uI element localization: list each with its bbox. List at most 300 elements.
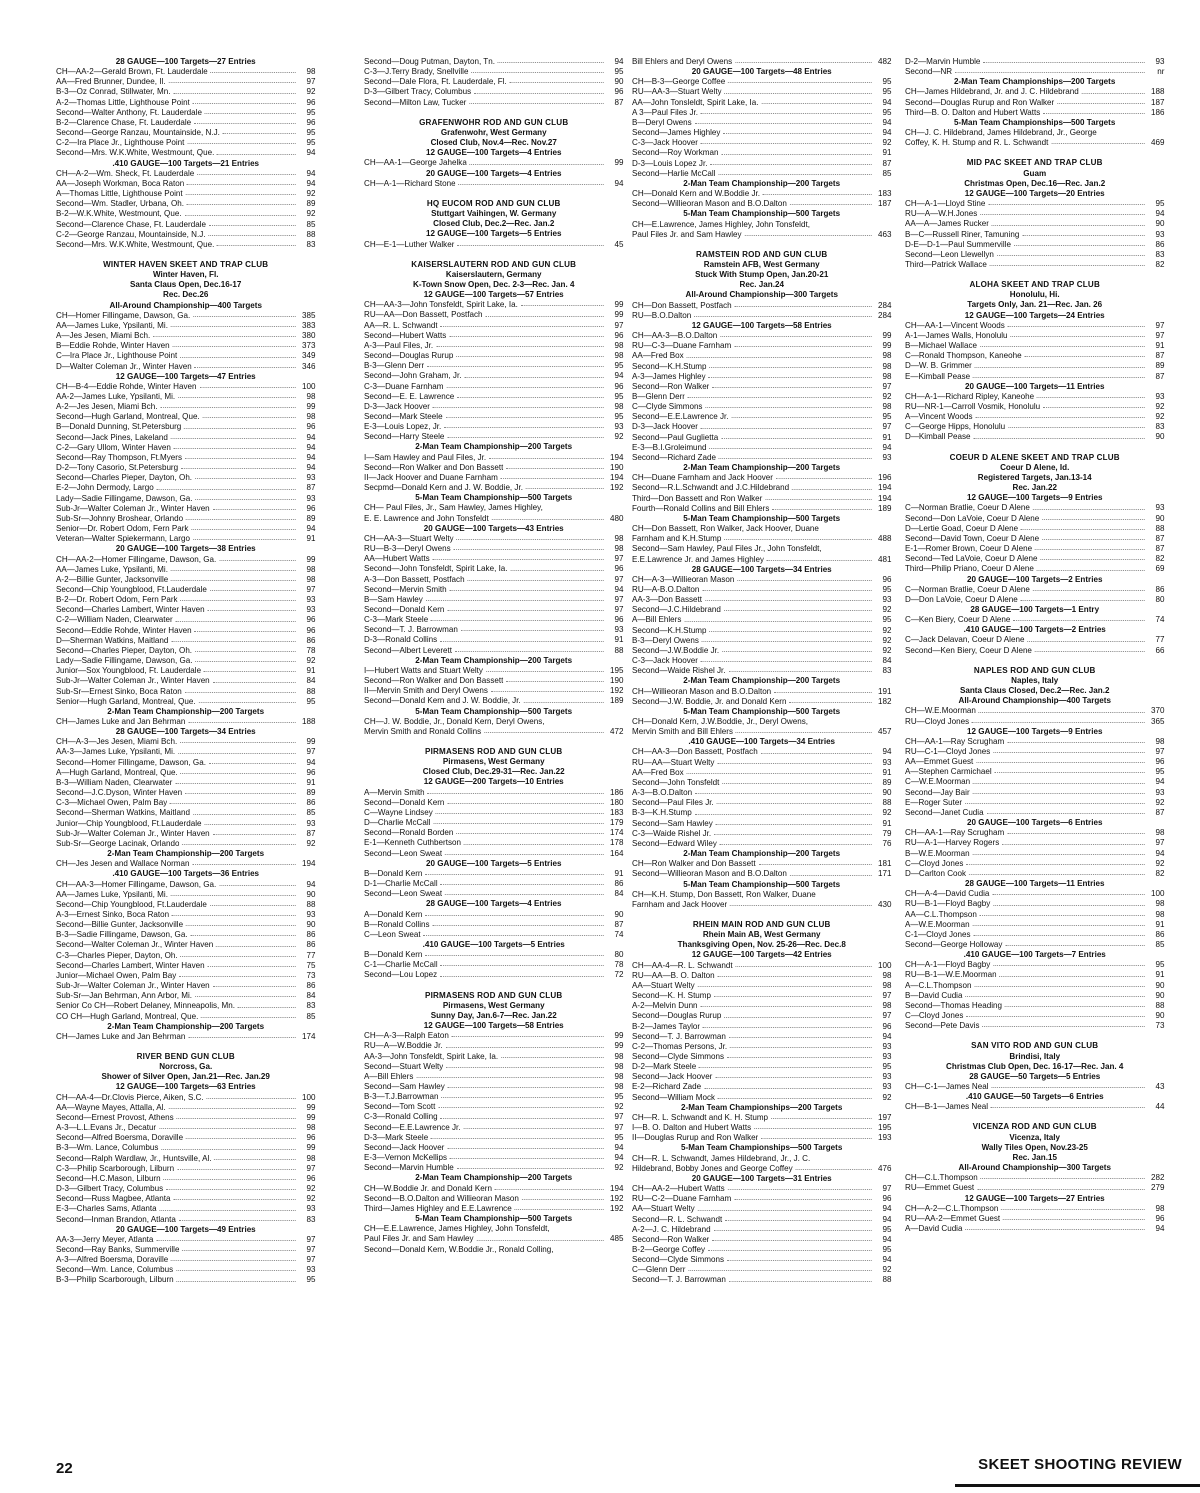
shooter-entry: D—Walter Coleman Jr., Winter Haven <box>56 360 192 371</box>
score: 82 <box>1155 867 1165 878</box>
dot-leader <box>1035 645 1145 652</box>
score: 194 <box>609 471 624 482</box>
result-line <box>905 350 1164 360</box>
score: 98 <box>614 532 624 543</box>
dot-leader <box>980 340 1145 347</box>
result-line <box>632 86 891 96</box>
shooter-entry: Mervin Smith and Bill Ehlers <box>632 726 734 737</box>
shooter-entry: C—Leon Sweat <box>364 928 421 939</box>
result-line <box>632 980 891 990</box>
result-line <box>905 523 1164 533</box>
result-line <box>632 1010 891 1020</box>
shooter-entry: Second—Ron Walker <box>632 380 710 391</box>
shooter-entry: C-3—Ronald Colling <box>364 1111 438 1122</box>
shooter-entry: B-2—James Taylor <box>632 1020 701 1031</box>
dot-leader <box>1014 239 1145 246</box>
club-heading: PIRMASENS ROD AND GUN CLUB <box>424 989 563 1000</box>
score: 380 <box>301 330 316 341</box>
dot-leader <box>195 990 296 997</box>
dot-leader <box>1021 594 1145 601</box>
score: 91 <box>882 817 892 828</box>
shooter-entry: A—Bill Ehlers <box>364 1070 414 1081</box>
score: 92 <box>882 604 892 615</box>
score: 94 <box>882 1203 892 1214</box>
result-line <box>905 86 1164 96</box>
result-line <box>56 117 315 127</box>
club-heading: KAISERSLAUTERN ROD AND GUN CLUB <box>411 258 577 269</box>
shooter-entry: AA—Stuart Welty <box>632 979 695 990</box>
result-line <box>56 1264 315 1274</box>
event-heading: .410 GAUGE—100 Targets—7 Entries <box>963 949 1106 960</box>
score: 100 <box>301 1091 316 1102</box>
shooter-entry: CH—AA-4—Dr.Clovis Pierce, Aiken, S.C. <box>56 1091 204 1102</box>
score: 282 <box>1150 1172 1165 1183</box>
dot-leader <box>771 1112 872 1119</box>
dot-leader <box>695 807 872 814</box>
result-line <box>364 513 623 523</box>
dot-leader <box>1013 614 1145 621</box>
dot-leader <box>456 350 604 357</box>
score: 85 <box>882 167 892 178</box>
dot-leader <box>1035 543 1145 550</box>
event-heading: 28 GAUGE—100 Targets—34 Entries <box>691 563 832 574</box>
dot-leader <box>440 1111 603 1118</box>
result-line <box>364 1152 623 1162</box>
result-line <box>56 614 315 624</box>
score: 88 <box>306 898 316 909</box>
event-heading: 12 GAUGE—100 Targets—63 Entries <box>115 1081 256 1092</box>
dot-leader <box>458 178 603 185</box>
score: 94 <box>882 1233 892 1244</box>
shooter-entry: Second—Russ Magbee, Atlanta <box>56 1193 171 1204</box>
score: 488 <box>877 533 892 544</box>
score: 89 <box>306 512 316 523</box>
score: 95 <box>614 411 624 421</box>
score: 98 <box>306 411 316 422</box>
shooter-entry: AA—Fred Box <box>632 350 684 361</box>
result-line <box>56 97 315 107</box>
shooter-entry: A-3—Paul Files, Jr. <box>364 339 434 350</box>
score: 97 <box>882 1183 892 1194</box>
shooter-entry: Second—Leon Llewellyn <box>905 248 994 259</box>
score: 192 <box>609 1202 624 1213</box>
result-line <box>364 1162 623 1172</box>
shooter-entry: CH—A-2—C.L.Thompson <box>905 1202 999 1213</box>
result-line <box>632 1264 891 1274</box>
result-line <box>364 716 623 726</box>
result-line <box>56 1092 315 1102</box>
result-line <box>56 127 315 137</box>
result-line <box>56 889 315 899</box>
event-heading: Winter Haven, Fl. <box>152 269 219 280</box>
dot-leader <box>1002 837 1145 844</box>
result-line <box>364 299 623 309</box>
event-heading: All-Around Championship—400 Targets <box>958 695 1111 706</box>
result-line <box>364 66 623 76</box>
score: 97 <box>614 553 624 564</box>
dot-leader <box>463 1122 603 1129</box>
result-line <box>632 1092 891 1102</box>
shooter-entry: AA—Fred Box <box>632 766 684 777</box>
result-line <box>56 716 315 726</box>
shooter-entry: D—Sherman Watkins, Maitland <box>56 634 169 645</box>
score: 83 <box>882 665 892 676</box>
score: 96 <box>882 1193 892 1204</box>
result-line <box>632 452 891 462</box>
dot-leader <box>193 807 296 814</box>
dot-leader <box>207 960 295 967</box>
shooter-entry: Second—NR <box>905 66 953 77</box>
score: 92 <box>614 1101 624 1112</box>
shooter-entry: Second—Leon Sweat <box>364 888 443 899</box>
event-heading: 12 GAUGE—100 Targets—9 Entries <box>966 725 1103 736</box>
result-line <box>56 1193 315 1203</box>
shooter-entry: Second—Mervin Smith <box>364 583 447 594</box>
score: 90 <box>882 787 892 798</box>
score: 93 <box>882 451 892 462</box>
event-heading: Brindisi, Italy <box>1009 1050 1061 1061</box>
score: 88 <box>882 1274 892 1285</box>
result-line <box>632 604 891 614</box>
score: 88 <box>614 644 624 655</box>
dot-leader <box>223 127 296 134</box>
dot-leader <box>219 554 296 561</box>
score: 87 <box>1155 350 1165 361</box>
result-line <box>364 391 623 401</box>
shooter-entry: C—Glenn Derr <box>632 1264 686 1275</box>
result-line <box>364 695 623 705</box>
result-line <box>56 1031 315 1041</box>
dot-leader <box>171 320 296 327</box>
result-line <box>56 472 315 482</box>
result-line <box>364 614 623 624</box>
score: 96 <box>306 614 316 625</box>
event-heading: Vicenza, Italy <box>1009 1131 1061 1142</box>
dot-leader <box>790 868 872 875</box>
dot-leader <box>457 1162 604 1169</box>
result-line <box>56 188 315 198</box>
dot-leader <box>701 421 872 428</box>
results-column-1 <box>56 56 315 1285</box>
event-heading: Pirmasens, West Germany <box>442 756 545 767</box>
shooter-entry: Second—Douglas Rurup <box>632 1010 722 1021</box>
score: 97 <box>306 1162 316 1173</box>
result-line <box>364 97 623 107</box>
event-heading: 5-Man Team Championship—500 Targets <box>415 1213 573 1224</box>
result-line <box>364 1111 623 1121</box>
score: 95 <box>614 390 624 401</box>
score: 75 <box>306 959 316 970</box>
event-heading: 5-Man Team Championships—500 Targets <box>681 1142 843 1153</box>
score: 78 <box>306 644 316 655</box>
shooter-entry: Second—J.C.Hildebrand <box>632 604 721 615</box>
dot-leader <box>991 1101 1145 1108</box>
event-heading: 5-Man Team Championship—500 Targets <box>683 705 841 716</box>
shooter-entry: Second—Eddie Rohde, Winter Haven <box>56 624 192 635</box>
result-line <box>632 1000 891 1010</box>
score: 430 <box>877 898 892 909</box>
dot-leader <box>767 554 872 561</box>
score: 100 <box>1150 888 1165 899</box>
result-line <box>905 634 1164 644</box>
dot-leader <box>721 147 871 154</box>
shooter-entry: Second—Mark Steele <box>364 411 443 421</box>
dot-leader <box>213 828 296 835</box>
event-heading: 20 GAUGE—100 Targets—11 Entries <box>964 380 1105 391</box>
shooter-entry: RU—B.O.Dalton <box>632 309 692 320</box>
dot-leader <box>704 1081 872 1088</box>
shooter-entry: CH—E-1—Luther Walker <box>364 238 455 249</box>
score: 94 <box>306 462 316 473</box>
score: 96 <box>306 421 316 432</box>
shooter-entry: C-2—George Ranzau, Mountainside, N.J. <box>56 228 206 239</box>
dot-leader <box>521 299 604 306</box>
event-heading: Coeur D Alene, Id. <box>1000 461 1070 472</box>
result-line <box>56 401 315 411</box>
shooter-entry: B-3—Deryl Owens <box>632 634 699 645</box>
dot-leader <box>491 685 604 692</box>
dot-leader <box>176 614 296 621</box>
result-line <box>905 766 1164 776</box>
shooter-entry: Third—James Highley and E.E.Lawrence <box>364 1202 512 1213</box>
result-line <box>632 371 891 381</box>
score: 96 <box>306 766 316 777</box>
event-heading: 12 GAUGE—100 Targets—57 Entries <box>423 289 564 300</box>
score: 92 <box>882 634 892 645</box>
score: 164 <box>609 847 624 858</box>
event-heading: Rec. Jan.15 <box>1012 1151 1057 1162</box>
result-line <box>905 919 1164 929</box>
shooter-entry: Coffey, K. H. Stump and R. L. Schwandt <box>905 137 1049 148</box>
dot-leader <box>195 361 296 368</box>
score: 72 <box>614 969 624 980</box>
shooter-entry: CH—AA-2—Homer Fillingame, Dawson, Ga. <box>56 553 217 564</box>
event-heading: K-Town Snow Open, Dec. 2-3—Rec. Jan. 4 <box>412 278 575 289</box>
dot-leader <box>720 330 872 337</box>
shooter-entry: B-2—Dr. Robert Odom, Fern Park <box>56 594 178 605</box>
score: 92 <box>1155 401 1165 411</box>
shooter-entry: A—Jes Jesen, Miami Bch. <box>56 330 151 341</box>
dot-leader <box>195 493 295 500</box>
dot-leader <box>201 1011 296 1018</box>
dot-leader <box>445 1040 603 1047</box>
event-heading: 12 GAUGE—100 Targets—5 Entries <box>425 228 562 239</box>
score: 194 <box>877 482 892 493</box>
dot-leader <box>445 411 603 418</box>
result-line <box>364 909 623 919</box>
shooter-entry: CH—A-3—Willieoran Mason <box>632 573 735 584</box>
dot-leader <box>997 249 1145 256</box>
dot-leader <box>193 310 296 317</box>
dot-leader <box>735 56 872 63</box>
dot-leader <box>186 1132 296 1139</box>
score: 99 <box>882 340 892 351</box>
dot-leader <box>457 239 603 246</box>
result-line <box>364 1071 623 1081</box>
dot-leader <box>474 86 604 93</box>
shooter-entry: Second—Clyde Simmons <box>632 1051 725 1061</box>
shooter-entry: Second—Walter Anthony, Ft. Lauderdale <box>56 106 202 117</box>
dot-leader <box>734 340 872 347</box>
shooter-entry: Second—Ernest Provost, Athens <box>56 1111 174 1122</box>
result-line <box>56 421 315 431</box>
event-heading: 12 GAUGE—100 Targets—42 Entries <box>691 949 832 960</box>
result-line <box>56 757 315 767</box>
shooter-entry: RU—B-1—W.E.Moorman <box>905 969 997 980</box>
score: 93 <box>1155 786 1165 797</box>
shooter-entry: C—George Hipps, Honolulu <box>905 421 1006 432</box>
score: 90 <box>1155 218 1165 229</box>
shooter-entry: Second—Don LaVoie, Coeur D Alene <box>905 512 1040 523</box>
result-line <box>56 86 315 96</box>
result-line <box>905 513 1164 523</box>
result-line <box>364 360 623 370</box>
shooter-entry: Senior—Dr. Robert Odom, Fern Park <box>56 523 189 534</box>
shooter-entry: Second—Tom Scott <box>364 1101 436 1112</box>
score: 87 <box>306 827 316 838</box>
result-line <box>56 452 315 462</box>
dot-leader <box>213 503 296 510</box>
result-line <box>56 1214 315 1224</box>
result-line <box>905 421 1164 431</box>
score: 96 <box>306 1172 316 1183</box>
result-line <box>364 401 623 411</box>
dot-leader <box>187 198 296 205</box>
score: 80 <box>1155 593 1165 604</box>
dot-leader <box>993 898 1145 905</box>
result-line <box>905 980 1164 990</box>
dot-leader <box>695 117 872 124</box>
event-heading: Norcross, Ga. <box>159 1061 213 1072</box>
shooter-entry: RU—AA-3—Stuart Welty <box>632 86 722 97</box>
score: 91 <box>882 147 892 158</box>
dot-leader <box>464 370 603 377</box>
score: 76 <box>882 837 892 848</box>
result-line <box>56 320 315 330</box>
dot-leader <box>724 604 872 611</box>
event-heading: Closed Club, Dec.29-31—Rec. Jan.22 <box>422 766 565 777</box>
shooter-entry: D—Lertie Goad, Coeur D Alene <box>905 522 1019 533</box>
shooter-entry: Second—Billie Gunter, Jacksonville <box>56 919 184 930</box>
dot-leader <box>153 330 296 337</box>
score: 84 <box>614 888 624 899</box>
shooter-entry: B—Michael Wallace <box>905 340 977 351</box>
result-line <box>56 787 315 797</box>
dot-leader <box>447 604 603 611</box>
result-line <box>56 1173 315 1183</box>
result-line <box>56 107 315 117</box>
result-line <box>632 970 891 980</box>
shooter-entry: C-2—Gary Ullom, Winter Haven <box>56 441 171 452</box>
shooter-entry: Second—Hubert Watts <box>364 329 447 340</box>
dot-leader <box>684 614 871 621</box>
result-line <box>905 1223 1164 1233</box>
shooter-entry: RU—Cloyd Jones <box>905 715 970 726</box>
result-line <box>905 807 1164 817</box>
result-line <box>632 1122 891 1132</box>
shooter-entry: Second—Paul Files Jr. <box>632 797 714 808</box>
dot-leader <box>170 797 296 804</box>
dot-leader <box>444 421 604 428</box>
result-line <box>364 462 623 472</box>
shooter-entry: E-1—Kenneth Cuthbertson <box>364 837 462 848</box>
dot-leader <box>688 391 872 398</box>
score: 91 <box>882 766 892 777</box>
result-line <box>364 878 623 888</box>
result-line <box>56 381 315 391</box>
score: 349 <box>301 350 316 361</box>
event-heading: Christmas Club Open, Dec. 16-17—Rec. Jan. 4 <box>946 1060 1124 1071</box>
score: 94 <box>306 441 316 452</box>
score: 87 <box>306 482 316 493</box>
score: 98 <box>614 350 624 361</box>
score: 87 <box>614 96 624 107</box>
result-line <box>56 594 315 604</box>
event-heading: 12 GAUGE—100 Targets—27 Entries <box>964 1192 1105 1203</box>
dot-leader <box>171 1254 296 1261</box>
event-heading: 20 GAUGE—100 Targets—49 Entries <box>115 1223 256 1234</box>
score: 383 <box>301 319 316 330</box>
shooter-entry: AA—James Luke, Ypsilanti, Mi. <box>56 319 168 330</box>
result-line <box>632 76 891 86</box>
dot-leader <box>181 767 296 774</box>
dot-leader <box>709 625 871 632</box>
shooter-entry: Sub-Sr—Jan Behrman, Ann Arbor, Mi. <box>56 990 193 1001</box>
event-heading: Stuttgart Vaihingen, W. Germany <box>431 208 557 219</box>
score: 93 <box>1155 228 1165 239</box>
dot-leader <box>703 1021 872 1028</box>
dot-leader <box>1007 827 1145 834</box>
shooter-entry: D-3—Ronald Collins <box>364 634 438 645</box>
score: 91 <box>1155 918 1165 929</box>
result-line <box>364 888 623 898</box>
result-line <box>56 939 315 949</box>
shooter-entry: CH—Don Bassett, Postfach <box>632 299 732 310</box>
result-line <box>905 259 1164 269</box>
dot-leader <box>744 229 871 236</box>
dot-leader <box>178 746 296 753</box>
dot-leader <box>177 1163 296 1170</box>
shooter-entry: RU—B-1—Floyd Bagby <box>905 898 991 909</box>
shooter-entry: Second—John Tonsfeldt <box>632 776 720 787</box>
score: 88 <box>1155 999 1165 1010</box>
shooter-entry: E—Roger Suter <box>905 796 963 807</box>
dot-leader <box>724 86 871 93</box>
footer-rule <box>955 1484 1200 1487</box>
dot-leader <box>737 574 872 581</box>
event-heading: 5-Man Team Championship—500 Targets <box>415 492 573 503</box>
shooter-entry: B-3—Philip Scarborough, Lilburn <box>56 1274 174 1285</box>
score: 93 <box>882 1071 892 1082</box>
dot-leader <box>758 858 871 865</box>
score: 481 <box>877 553 892 564</box>
score: 92 <box>614 431 624 442</box>
shooter-entry: D-3—Mark Steele <box>364 1131 429 1142</box>
result-line <box>905 888 1164 898</box>
result-line <box>632 361 891 371</box>
shooter-entry: AA—Wayne Mayes, Attalla, Al. <box>56 1101 166 1112</box>
score: 96 <box>614 86 624 97</box>
result-line <box>905 66 1164 76</box>
dot-leader <box>713 1224 871 1231</box>
event-heading: 5-Man Team Championships—500 Targets <box>954 116 1116 127</box>
shooter-entry: B—Donald Kern <box>364 949 423 960</box>
dot-leader <box>178 391 296 398</box>
shooter-entry: Second—J.W.Boddie Jr. <box>632 644 720 655</box>
shooter-entry: Second—Janet Cudia <box>905 806 984 817</box>
result-line <box>364 574 623 584</box>
result-line <box>905 645 1164 655</box>
